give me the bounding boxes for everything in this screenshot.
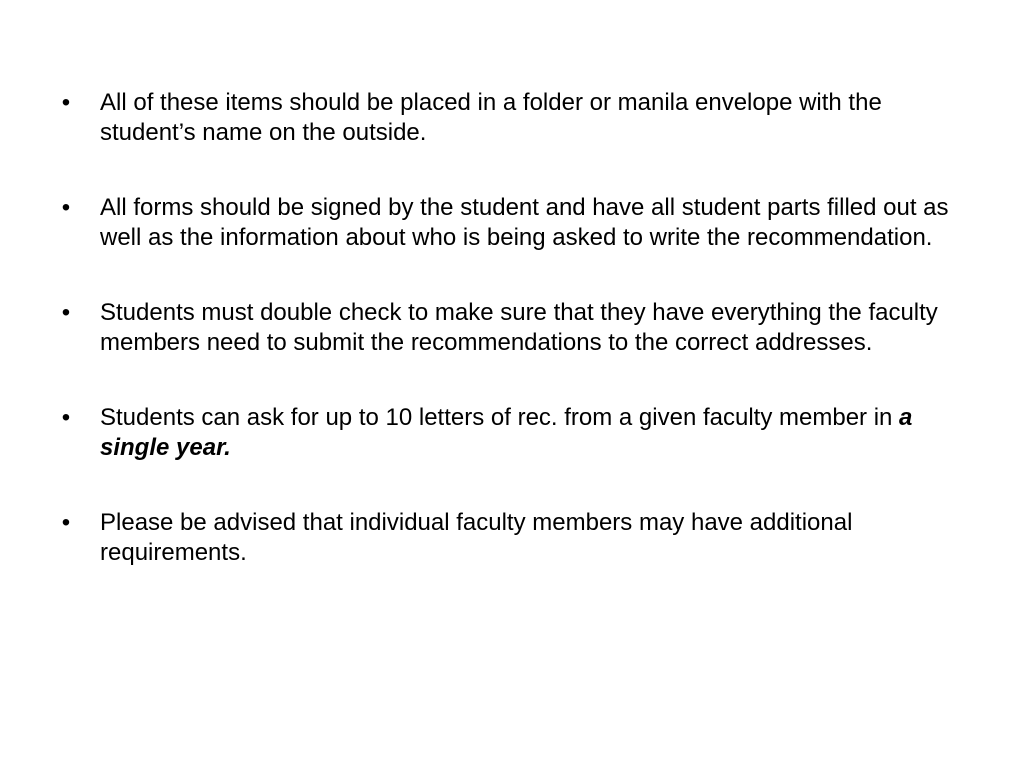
bullet-icon: • xyxy=(61,89,71,116)
bullet-text: All of these items should be placed in a folder or manila envelope with the student’s name on the outside. xyxy=(100,89,882,146)
bullet-text: Students must double check to make sure that they have everything the faculty members need to submit the recommendations to the correct addresses. xyxy=(100,299,938,356)
bullet-item-letters-limit xyxy=(56,403,976,463)
bullet-item-folder xyxy=(56,88,976,148)
bullet-list xyxy=(56,88,976,613)
bullet-text: All forms should be signed by the student and have all student parts filled out as well as the information about who is being asked to write the recommendation. xyxy=(100,194,949,251)
bullet-icon: • xyxy=(61,404,71,431)
bullet-item-additional-requirements xyxy=(56,508,976,568)
bullet-icon: • xyxy=(61,509,71,536)
bullet-emphasis: a single year. xyxy=(100,404,913,461)
bullet-item-double-check xyxy=(56,298,976,358)
bullet-text: Students can ask for up to 10 letters of rec. from a given faculty member in xyxy=(100,404,900,431)
bullet-item-forms xyxy=(56,193,976,253)
bullet-icon: • xyxy=(61,194,71,221)
bullet-text: Please be advised that individual faculty members may have additional requirements. xyxy=(100,509,853,566)
bullet-icon: • xyxy=(61,299,71,326)
